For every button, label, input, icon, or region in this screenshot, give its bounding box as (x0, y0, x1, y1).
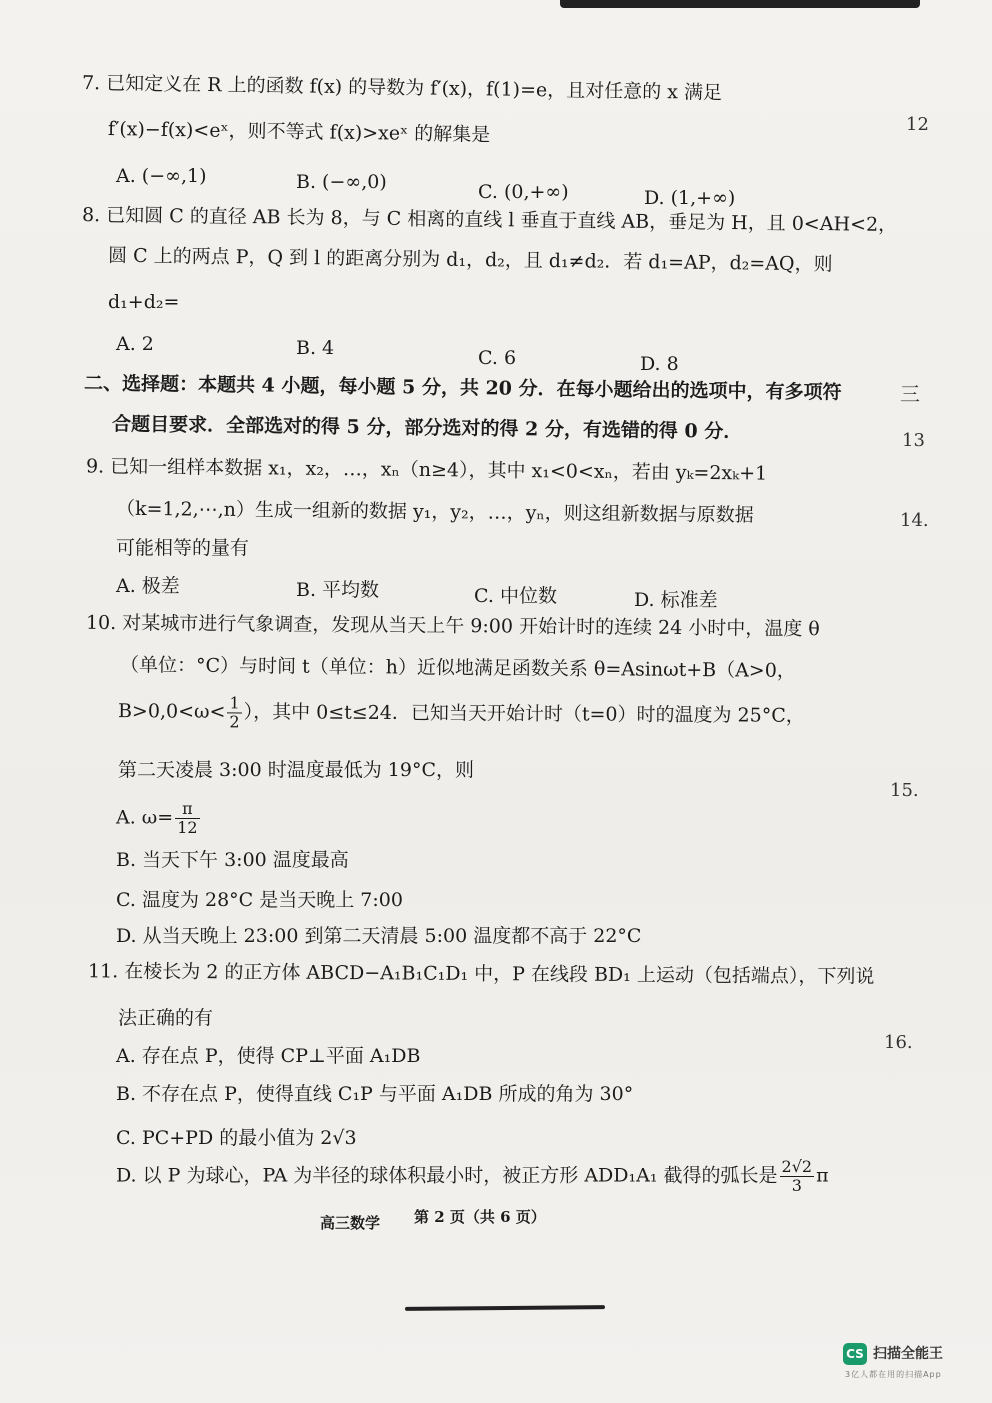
q11-line2: 法正确的有 (118, 1007, 214, 1029)
q10-option-d: D. 从当天晚上 23:00 到第二天清晨 5:00 温度都不高于 22°C (116, 925, 642, 947)
q9-line2: （k=1,2,⋯,n）生成一组新的数据 y₁，y₂，…，yₙ，则这组新数据与原数据 (115, 497, 754, 527)
q7-line1: 7. 已知定义在 R 上的函数 f(x) 的导数为 f′(x)，f(1)=e，且对任意的 x 满足 (81, 71, 723, 105)
q9-option-a: A. 极差 (116, 575, 180, 597)
side-number-15: 15. (890, 780, 919, 801)
q8-option-d: D. 8 (640, 353, 679, 375)
q11-option-d-post: π (816, 1164, 829, 1187)
q8-option-b: B. 4 (296, 337, 335, 359)
q10-line3 (118, 694, 805, 736)
scanner-watermark (843, 1341, 953, 1389)
q8-option-c: C. 6 (478, 347, 517, 369)
bottom-scan-edge (405, 1305, 605, 1311)
q7-option-d: D. (1,+∞) (644, 187, 736, 209)
q11-option-d-fraction (780, 1158, 815, 1195)
q11-option-d-pre: D. 以 P 为球心，PA 为半径的球体积最小时，被正方形 ADD₁A₁ 截得的弧长是 (116, 1164, 778, 1187)
q8-line3: d₁+d₂= (108, 291, 180, 313)
camscanner-logo-icon: CS (843, 1343, 867, 1365)
q9-line1: 9. 已知一组样本数据 x₁，x₂，…，xₙ（n≥4），其中 x₁<0<xₙ，若由 yₖ=2xₖ+1 (85, 455, 768, 485)
q10-fraction-den: 2 (229, 712, 240, 732)
q8-line1: 8. 已知圆 C 的直径 AB 长为 8，与 C 相离的直线 l 垂直于直线 AB，垂足为 H，且 0<AH<2， (81, 204, 898, 236)
q10-fraction-num: 1 (227, 694, 241, 713)
q11-option-c: C. PC+PD 的最小值为 2√3 (116, 1127, 357, 1149)
side-number-16: 16. (884, 1032, 913, 1053)
q7-option-b: B. (−∞,0) (296, 171, 387, 193)
q11-option-b: B. 不存在点 P，使得直线 C₁P 与平面 A₁DB 所成的角为 30° (116, 1083, 634, 1105)
side-number-san: 三 (900, 382, 920, 406)
q8-option-a: A. 2 (116, 333, 154, 355)
q10-fraction-half (227, 694, 241, 731)
q11-option-d-den: 3 (791, 1176, 802, 1195)
q10-option-a-num: π (175, 800, 199, 819)
q11-line1: 11. 在棱长为 2 的正方体 ABCD−A₁B₁C₁D₁ 中，P 在线段 BD₁ 上运动（包括端点），下列说 (87, 960, 875, 988)
footer-page-number: 第 2 页（共 6 页） (414, 1208, 546, 1226)
q10-line4: 第二天凌晨 3:00 时温度最低为 19°C，则 (118, 759, 475, 781)
top-scan-edge (560, 0, 920, 8)
q10-line2: （单位：°C）与时间 t（单位：h）近似地满足函数关系 θ=Asinωt+B（A>0， (119, 654, 796, 682)
footer-subject: 高三数学 (320, 1214, 381, 1232)
q7-option-c: C. (0,+∞) (478, 181, 569, 203)
section2-line1: 二、选择题：本题共 4 小题，每小题 5 分，共 20 分．在每小题给出的选项中，有多项符 (83, 372, 842, 404)
q7-option-a: A. (−∞,1) (116, 165, 207, 187)
q10-option-a (116, 800, 202, 837)
q10-line3-pre: B>0,0<ω< (117, 700, 226, 723)
q9-option-c: C. 中位数 (474, 585, 557, 607)
q9-line3: 可能相等的量有 (116, 537, 250, 559)
q10-option-a-den: 12 (177, 818, 198, 837)
q9-option-d: D. 标准差 (634, 589, 718, 611)
q10-option-c: C. 温度为 28°C 是当天晚上 7:00 (116, 889, 403, 911)
q11-option-d-num: 2√2 (781, 1157, 813, 1176)
q11-option-a: A. 存在点 P，使得 CP⊥平面 A₁DB (116, 1045, 421, 1067)
q9-option-b: B. 平均数 (296, 579, 380, 601)
side-number-12: 12 (906, 114, 929, 135)
q10-option-b: B. 当天下午 3:00 温度最高 (116, 849, 349, 871)
q10-option-a-pre: A. ω= (116, 806, 174, 829)
q10-line3-post: ），其中 0≤t≤24．已知当天开始计时（t=0）时的温度为 25°C， (243, 700, 805, 727)
q8-line2: 圆 C 上的两点 P，Q 到 l 的距离分别为 d₁，d₂，且 d₁≠d₂．若 d₁=AP，d₂=AQ，则 (107, 244, 833, 276)
watermark-app-name: 扫描全能王 (873, 1346, 943, 1362)
q7-line2: f′(x)−f(x)<eˣ，则不等式 f(x)>xeˣ 的解集是 (107, 117, 491, 147)
q10-option-a-fraction (175, 800, 199, 837)
watermark-tagline: 3亿人都在用的扫描App (845, 1370, 942, 1379)
q11-option-d (116, 1158, 829, 1195)
side-number-14: 14. (900, 510, 929, 531)
section2-line2: 合题目要求．全部选对的得 5 分，部分选对的得 2 分，有选错的得 0 分． (111, 413, 743, 443)
side-number-13: 13 (902, 430, 925, 451)
q10-line1: 10. 对某城市进行气象调查，发现从当天上午 9:00 开始计时的连续 24 小时中，温度 θ (85, 611, 820, 641)
